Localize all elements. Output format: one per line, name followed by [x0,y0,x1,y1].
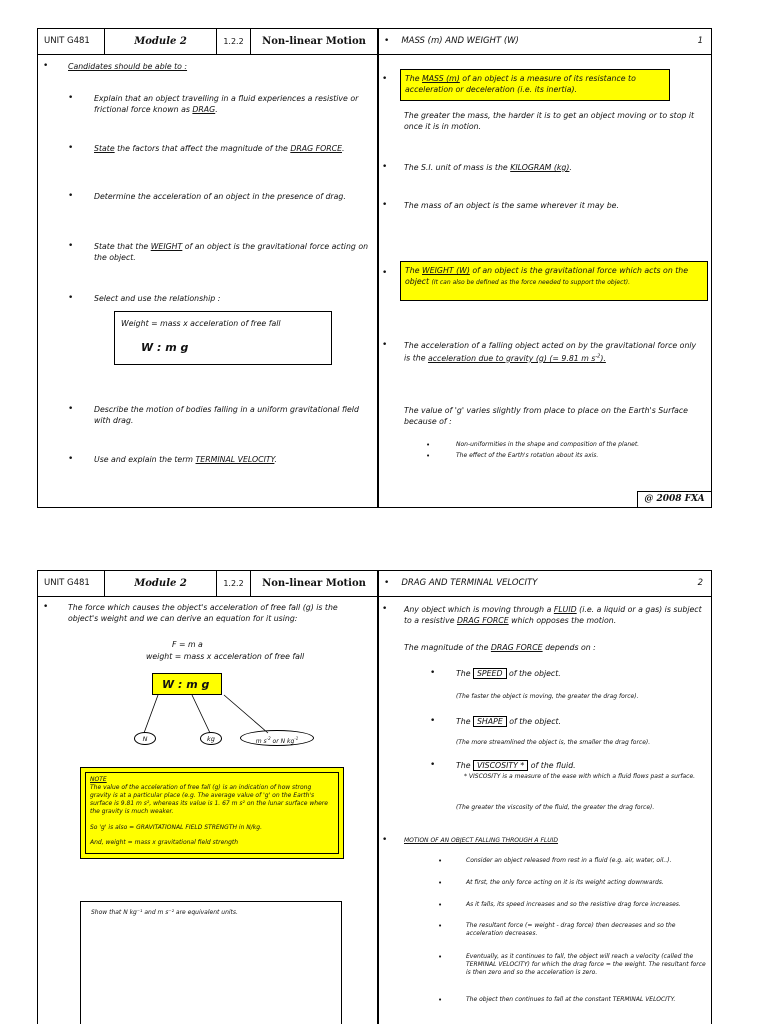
note-inner [85,772,339,854]
bullet: • [426,441,431,449]
unit-kg: kg [200,732,222,745]
motion-step-1: Consider an object released from rest in a fluid (e.g. air, water, oil..). [466,857,672,864]
right-header [378,29,711,54]
objective-falling: Describe the motion of bodies falling in a uniform gravitational field with drag. [94,405,359,425]
objective-terminal: Use and explain the term TERMINAL VELOCITY. [94,455,277,464]
bullet: • [382,604,388,614]
factor-viscosity-note: (The greater the viscosity of the fluid, the greater the drag force). [456,804,655,811]
exercise-box [80,901,342,1024]
motion-step-2: At first, the only force acting on it is its weight acting downwards. [466,879,664,886]
section-number: 1.2.2 [217,29,251,54]
magnitude-text: The magnitude of the DRAG FORCE depends on : [404,643,596,652]
objective-drag: Explain that an object travelling in a fluid experiences a resistive or frictional force known as DRAG. [94,94,359,114]
objective-relationship: Select and use the relationship : [94,294,221,303]
page-number: 1 [697,36,703,46]
bullet: • [43,61,49,71]
fluid-text: Any object which is moving through a FLUID (i.e. a liquid or a gas) is subject to a resistive DRAG FORCE which opposes the motion. [404,605,702,625]
motion-title: MOTION OF AN OBJECT FALLING THROUGH A FLUID [404,837,559,844]
force-intro-text: The force which causes the object's acceleration of free fall (g) is the object's weight and we can derive an equation for it using: [68,603,338,623]
equation-weight: weight = mass x acceleration of free fall [146,652,305,661]
bullet: • [382,162,388,172]
objective-weight: State that the WEIGHT of an object is the gravitational force acting on the object. [94,242,369,262]
bullet: • [438,857,443,865]
unit-label: UNIT G481 [38,29,105,54]
note-title: NOTE [90,776,107,783]
bullet: • [382,74,388,84]
bullet: • [68,191,74,201]
bullet: • [382,268,388,278]
formula-box [114,311,332,365]
bullet: • [43,602,49,612]
weight-definition: The WEIGHT (W) of an object is the gravitational force which acts on the object (It can also be defined as the force needed to support the object). [400,261,708,301]
note-text: The value of the acceleration of free fall (g) is an indication of how strong gravity is at a particular place (e.g. The average value of 'g' on the Earth's surface is 9.81 m s², whereas its value is 1. 67 m s² on the lunar surface where the gravity is much weaker. [90,784,328,815]
note-weight-equation: And, weight = mass x gravitational field strength [90,839,239,846]
bullet: • [438,922,443,930]
note-box [80,767,344,859]
note-field-strength: So 'g' is also = GRAVITATIONAL FIELD STRENGTH in N/kg. [90,824,262,831]
bullet: • [430,760,436,770]
unit-acceleration: m $s^{-2}$ or N $kg^{-1}$ [240,730,314,746]
section-title: Non-linear Motion [251,29,378,54]
page-2-sheet [37,570,712,1024]
page-number: 2 [697,578,703,588]
reason-1: Non-uniformities in the shape and composition of the planet. [456,441,640,448]
section-number: 1.2.2 [217,571,251,596]
bullet: • [382,340,388,350]
formula-symbols: W : m g [141,341,189,354]
mass-greater-text: The greater the mass, the harder it is to get an object moving or to stop it once it is in motion. [404,111,695,131]
factor-shape: The SHAPE of the object. [456,717,562,726]
bullet: • [430,668,436,678]
bullet: • [68,404,74,414]
intro-text: Candidates should be able to : [68,62,188,71]
unit-newton: N [134,732,156,745]
bullet: • [68,241,74,251]
right-header [378,571,711,596]
bullet: • [438,879,443,887]
bullet: • [438,953,443,961]
motion-step-5: Eventually, as it continues to fall, the object will reach a velocity (called the TERMINAL VELOCITY) for which the drag force = the weight. The resultant force is then zero and so the acceleration is zero. [466,953,706,976]
factor-shape-note: (The more streamlined the object is, the smaller the drag force). [456,739,651,746]
column-divider [377,29,379,507]
right-title: DRAG AND TERMINAL VELOCITY [401,578,538,588]
bullet: • [382,200,388,210]
page-2-header [38,571,711,597]
page-1-sheet [37,28,712,508]
viscosity-definition: * VISCOSITY is a measure of the ease with which a fluid flows past a surface. [464,773,696,780]
unit-label: UNIT G481 [38,571,105,596]
mass-same-text: The mass of an object is the same wherever it may be. [404,201,619,210]
motion-step-3: As it falls, its speed increases and so the resistive drag force increases. [466,901,681,908]
module-label: Module 2 [105,29,217,54]
formula-symbols: W : m g [162,678,210,691]
bullet: • [384,36,390,46]
factor-viscosity: The VISCOSITY * of the fluid. [456,761,576,770]
bullet: • [68,293,74,303]
formula-words: Weight = mass x acceleration of free fall [121,319,281,328]
bullet: • [68,454,74,464]
copyright-label: @ 2008 FXA [637,491,711,507]
bullet: • [68,93,74,103]
module-label: Module 2 [105,571,217,596]
column-divider [377,571,379,1024]
bullet: • [426,452,431,460]
equation-fma: F = m a [172,640,203,649]
bullet: • [438,996,443,1004]
bullet: • [382,835,388,845]
bullet: • [384,578,390,588]
section-title: Non-linear Motion [251,571,378,596]
right-title: MASS (m) AND WEIGHT (W) [401,36,519,46]
bullet: • [438,901,443,909]
motion-step-6: The object then continues to fall at the constant TERMINAL VELOCITY. [466,996,676,1003]
factor-speed-note: (The faster the object is moving, the greater the drag force). [456,693,639,700]
bullet: • [68,143,74,153]
bullet: • [430,716,436,726]
objective-acceleration: Determine the acceleration of an object in the presence of drag. [94,192,346,201]
factor-speed: The SPEED of the object. [456,669,561,678]
exercise-text: Show that N kg⁻¹ and m s⁻² are equivalent units. [91,909,238,916]
objective-drag-force: State the factors that affect the magnitude of the DRAG FORCE. [94,144,345,153]
gravity-accel-text: The acceleration of a falling object acted on by the gravitational force only is the acceleration due to gravity (g) (= 9.81 m $s^{-2}$). [404,341,697,363]
reason-2: The effect of the Earth's rotation about its axis. [456,452,599,459]
motion-step-4: The resultant force (= weight - drag force) then decreases and so the acceleration decreases. [466,922,676,937]
formula-wmg-box [152,673,222,695]
si-unit-text: The S.I. unit of mass is the KILOGRAM (kg). [404,163,572,172]
g-varies-text: The value of 'g' varies slightly from place to place on the Earth's Surface because of : [404,406,688,426]
page-1-header [38,29,711,55]
mass-definition: The MASS (m) of an object is a measure of its resistance to acceleration or deceleration (i.e. its inertia). [400,69,670,101]
